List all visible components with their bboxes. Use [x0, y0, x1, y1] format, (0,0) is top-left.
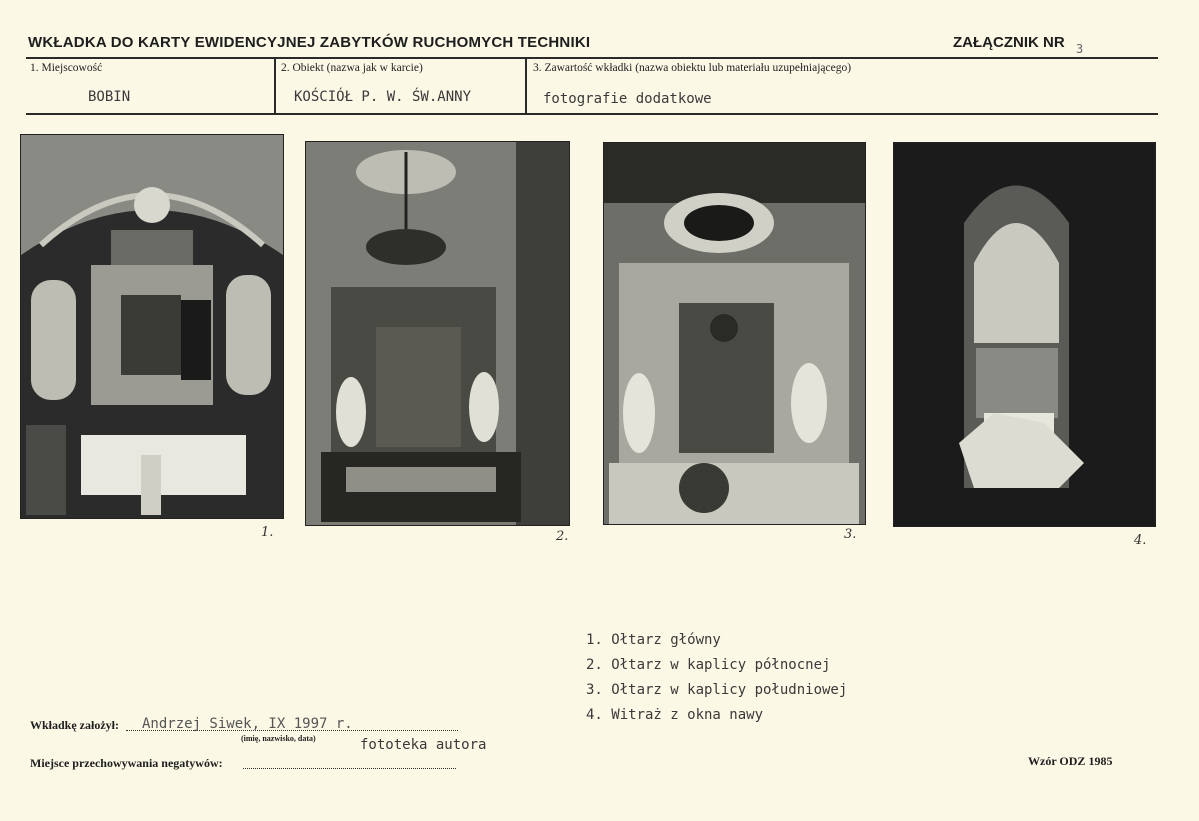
photo-number-4: 4.: [1134, 533, 1147, 548]
photo-number-1: 1.: [261, 525, 274, 540]
annex-label: ZAŁĄCZNIK NR: [953, 34, 1065, 51]
contents-value: fotografie dodatkowe: [543, 91, 712, 107]
negatives-location-label: Miejsce przechowywania negatywów:: [30, 756, 223, 770]
photo-north-chapel-altar: [305, 141, 570, 526]
header-rule-bottom: [26, 113, 1158, 115]
annex-number: 3: [1076, 42, 1084, 56]
caption-4: 4. Witraż z okna nawy: [586, 707, 764, 723]
created-by-value: Andrzej Siwek, IX 1997 r.: [142, 716, 353, 732]
created-by-hint: (imię, nazwisko, data): [241, 734, 316, 743]
caption-1: 1. Ołtarz główny: [586, 632, 721, 648]
photo-number-3: 3.: [844, 527, 857, 542]
locality-value: BOBIN: [88, 89, 131, 105]
photo-stained-glass-window: [893, 142, 1156, 527]
contents-label: 3. Zawartość wkładki (nazwa obiektu lub materiału uzupełniającego): [533, 62, 852, 74]
caption-3: 3. Ołtarz w kaplicy południowej: [586, 682, 848, 698]
negatives-location-line: [243, 768, 456, 769]
field-divider-2: [525, 59, 527, 113]
form-title: WKŁADKA DO KARTY EWIDENCYJNEJ ZABYTKÓW RUCHOMYCH TECHNIKI: [28, 34, 591, 51]
field-divider-1: [274, 59, 276, 113]
created-by-line: [126, 730, 458, 731]
caption-2: 2. Ołtarz w kaplicy północnej: [586, 657, 831, 673]
object-value: KOŚCIÓŁ P. W. ŚW.ANNY: [294, 89, 472, 105]
locality-label: 1. Miejscowość: [30, 62, 103, 74]
photo-south-chapel-altar: [603, 142, 866, 525]
photo-number-2: 2.: [556, 529, 569, 544]
photo-main-altar: [20, 134, 284, 519]
created-by-label: Wkładkę założył:: [30, 718, 119, 732]
form-template-label: Wzór ODZ 1985: [1028, 754, 1113, 768]
header-rule-top: [26, 57, 1158, 59]
negatives-location-value: fototeka autora: [360, 737, 487, 753]
object-label: 2. Obiekt (nazwa jak w karcie): [281, 62, 423, 74]
